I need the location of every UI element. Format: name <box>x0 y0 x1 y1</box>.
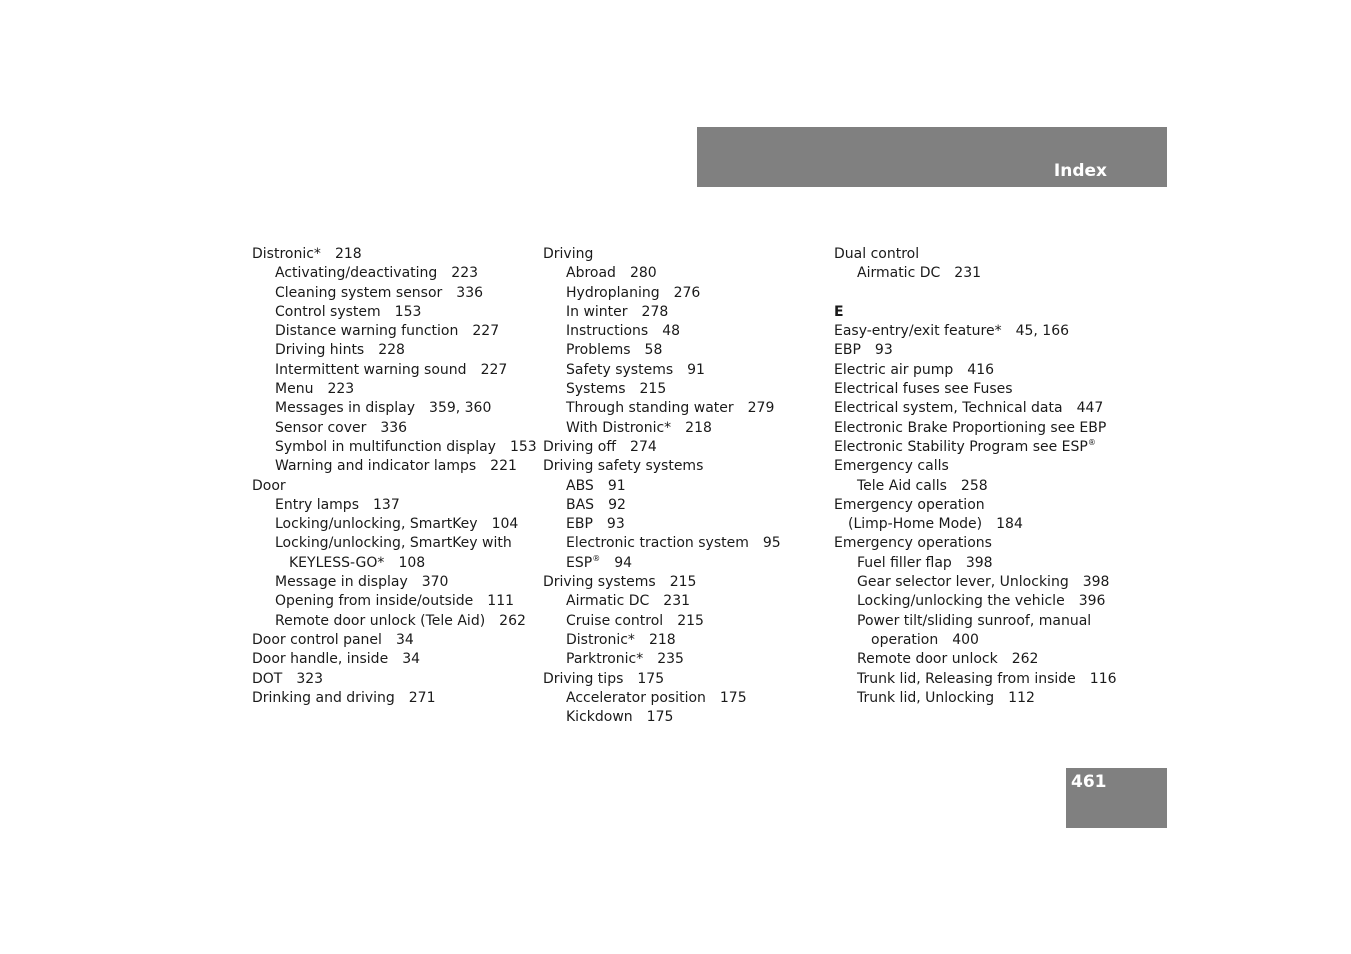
entry-term: Activating/deactivating <box>275 265 438 282</box>
index-entry <box>543 612 833 631</box>
entry-page-ref[interactable]: 231 <box>954 265 982 282</box>
entry-page-ref[interactable]: 94 <box>614 554 633 571</box>
entry-page-ref[interactable]: 218 <box>648 631 676 648</box>
index-entry <box>543 708 833 727</box>
entry-page-ref[interactable]: 91 <box>687 361 705 378</box>
entry-page-ref[interactable]: 111 <box>487 593 515 610</box>
entry-page-ref[interactable]: 274 <box>630 438 657 455</box>
index-entry <box>834 419 1124 438</box>
index-entry <box>543 438 833 457</box>
entry-page-ref[interactable]: 91 <box>607 477 626 494</box>
registered-mark: ® <box>592 553 601 563</box>
entry-term: E <box>834 303 844 320</box>
entry-term: KEYLESS-GO* <box>289 554 385 571</box>
entry-term: Electrical system, Technical data <box>834 400 1063 417</box>
index-entry <box>834 689 1124 708</box>
entry-page-ref[interactable]: 323 <box>296 670 324 687</box>
entry-term: Hydroplaning <box>566 284 660 301</box>
entry-page-ref[interactable]: 280 <box>629 265 657 282</box>
entry-term: Menu <box>275 381 314 398</box>
index-entry <box>834 670 1124 689</box>
entry-term: Abroad <box>566 265 616 282</box>
index-entry <box>252 361 542 380</box>
index-entry <box>252 515 542 534</box>
entry-page-ref[interactable]: 416 <box>967 361 995 378</box>
entry-term: Cruise control <box>566 612 664 629</box>
index-entry <box>834 573 1124 592</box>
index-entry <box>543 264 833 283</box>
index-entry <box>834 438 1124 457</box>
entry-term: Driving safety systems <box>543 458 704 475</box>
entry-page-ref[interactable]: 112 <box>1008 689 1035 706</box>
index-entry <box>252 554 542 573</box>
index-entry <box>834 515 1124 534</box>
index-entry <box>252 380 542 399</box>
index-entry <box>252 322 542 341</box>
entry-page-ref[interactable]: 215 <box>639 381 667 398</box>
index-entry <box>252 689 542 708</box>
entry-term: Electrical fuses see Fuses <box>834 381 1013 398</box>
entry-term: Dual control <box>834 246 920 262</box>
index-entry <box>252 419 542 438</box>
entry-term: Emergency calls <box>834 458 949 475</box>
entry-term: EBP <box>566 516 593 533</box>
page-number-box <box>1066 768 1167 828</box>
index-entry <box>834 554 1124 573</box>
entry-term: Distronic* <box>566 631 635 648</box>
entry-term: Entry lamps <box>275 496 359 513</box>
entry-term: Emergency operation <box>834 496 985 513</box>
entry-term: Driving hints <box>275 342 365 359</box>
index-entry <box>252 245 542 264</box>
entry-page-ref[interactable]: 215 <box>677 612 704 629</box>
index-entry <box>543 284 833 303</box>
entry-term: Drinking and driving <box>252 689 395 706</box>
entry-page-ref[interactable]: 231 <box>663 593 691 610</box>
entry-page-ref[interactable]: 400 <box>952 631 979 648</box>
entry-term: Door <box>252 477 286 494</box>
entry-page-ref[interactable]: 48 <box>662 323 681 340</box>
entry-page-ref[interactable]: 215 <box>669 574 697 591</box>
section-gap <box>834 284 1124 303</box>
entry-term: Electronic traction system <box>566 535 749 552</box>
entry-page-ref[interactable]: 227 <box>480 361 508 378</box>
entry-term: (Limp-Home Mode) <box>848 516 983 533</box>
entry-term: EBP <box>834 342 861 359</box>
index-entry <box>834 380 1124 399</box>
entry-term: Locking/unlocking, SmartKey <box>275 516 478 533</box>
entry-term: Messages in display <box>275 400 416 417</box>
entry-page-ref[interactable]: 262 <box>1011 651 1039 668</box>
index-entry <box>543 496 833 515</box>
index-column-1 <box>252 245 542 708</box>
entry-term: Easy-entry/exit feature* <box>834 323 1002 340</box>
entry-page-ref[interactable]: 108 <box>398 554 426 571</box>
index-entry <box>834 612 1124 631</box>
entry-page-ref[interactable]: 398 <box>965 554 993 571</box>
entry-term: Opening from inside/outside <box>275 593 474 610</box>
entry-term: ABS <box>566 477 594 494</box>
index-entry <box>834 361 1124 380</box>
entry-term: Emergency operations <box>834 535 992 552</box>
entry-term: Instructions <box>566 323 649 340</box>
index-entry <box>543 573 833 592</box>
entry-term: Gear selector lever, Unlocking <box>857 574 1069 591</box>
entry-page-ref[interactable]: 279 <box>747 400 775 417</box>
entry-term: DOT <box>252 670 283 687</box>
page-title: Index <box>1053 161 1107 181</box>
index-entry <box>252 631 542 650</box>
index-entry <box>543 303 833 322</box>
entry-page-ref[interactable]: 271 <box>408 689 436 706</box>
entry-page-ref[interactable]: 235 <box>657 651 684 668</box>
entry-term: Remote door unlock (Tele Aid) <box>275 612 486 629</box>
entry-term: Safety systems <box>566 361 674 378</box>
entry-page-ref[interactable]: 93 <box>874 342 893 359</box>
entry-term: Through standing water <box>566 400 734 417</box>
index-entry <box>834 341 1124 360</box>
index-entry <box>543 457 833 476</box>
entry-term: Airmatic DC <box>857 265 941 282</box>
index-entry <box>834 245 1124 264</box>
entry-term: Kickdown <box>566 709 633 726</box>
entry-page-ref[interactable]: 262 <box>499 612 526 629</box>
header-bar <box>697 127 1167 187</box>
entry-term: Locking/unlocking the vehicle <box>857 593 1065 610</box>
entry-page-ref[interactable]: 398 <box>1082 574 1110 591</box>
index-entry <box>543 592 833 611</box>
entry-page-ref[interactable]: 184 <box>996 516 1023 533</box>
index-entry <box>252 457 542 476</box>
index-entry <box>252 438 542 457</box>
entry-page-ref[interactable]: 218 <box>334 246 362 262</box>
index-column-3 <box>834 245 1124 708</box>
entry-term: Electric air pump <box>834 361 954 378</box>
entry-term: Airmatic DC <box>566 593 650 610</box>
index-entry <box>543 534 833 553</box>
index-entry <box>543 245 833 264</box>
entry-term: Fuel filler flap <box>857 554 952 571</box>
entry-page-ref[interactable]: 278 <box>641 303 669 320</box>
index-entry <box>543 515 833 534</box>
index-entry <box>834 399 1124 418</box>
entry-term: Symbol in multifunction display <box>275 438 496 455</box>
entry-term: operation <box>871 631 939 648</box>
entry-term: Trunk lid, Releasing from inside <box>857 670 1076 687</box>
index-entry <box>252 592 542 611</box>
entry-page-ref[interactable]: 92 <box>608 496 626 513</box>
index-entry <box>543 322 833 341</box>
entry-page-ref[interactable]: 34 <box>395 631 414 648</box>
entry-term: Trunk lid, Unlocking <box>857 689 995 706</box>
entry-term: Problems <box>566 342 631 359</box>
index-entry <box>252 650 542 669</box>
entry-page-ref[interactable]: 175 <box>637 670 665 687</box>
entry-term: Driving <box>543 246 594 262</box>
entry-page-ref[interactable]: 258 <box>960 477 988 494</box>
entry-term: Accelerator position <box>566 689 706 706</box>
index-entry <box>543 341 833 360</box>
index-entry <box>834 631 1124 650</box>
index-entry <box>252 341 542 360</box>
entry-term: Distance warning function <box>275 323 459 340</box>
index-entry <box>543 650 833 669</box>
entry-term: Door control panel <box>252 631 382 648</box>
entry-page-ref[interactable]: 336 <box>456 284 484 301</box>
entry-term: Power tilt/sliding sunroof, manual <box>857 612 1092 629</box>
entry-page-ref[interactable]: 104 <box>491 516 519 533</box>
entry-page-ref[interactable]: 276 <box>673 284 701 301</box>
index-entry <box>252 670 542 689</box>
entry-page-ref[interactable]: 175 <box>719 689 747 706</box>
entry-term: Parktronic* <box>566 651 644 668</box>
index-entry <box>834 457 1124 476</box>
entry-term: In winter <box>566 303 628 320</box>
entry-page-ref[interactable]: 218 <box>685 419 712 436</box>
entry-term: ESP <box>566 554 593 571</box>
entry-page-ref[interactable]: 336 <box>380 419 408 436</box>
index-entry <box>252 399 542 418</box>
entry-page-ref[interactable]: 116 <box>1089 670 1117 687</box>
entry-term: Door handle, inside <box>252 651 389 668</box>
index-entry <box>543 380 833 399</box>
entry-term: Driving systems <box>543 574 656 591</box>
registered-mark: ® <box>1087 437 1096 447</box>
entry-term: Driving off <box>543 438 617 455</box>
index-entry <box>834 477 1124 496</box>
entry-term: Message in display <box>275 574 408 591</box>
entry-term: BAS <box>566 496 595 513</box>
index-entry <box>252 303 542 322</box>
entry-term: Intermittent warning sound <box>275 361 467 378</box>
entry-page-ref[interactable]: 227 <box>472 323 500 340</box>
entry-page-ref[interactable]: 153 <box>394 303 422 320</box>
entry-page-ref[interactable]: 223 <box>327 381 355 398</box>
index-entry <box>252 284 542 303</box>
index-entry <box>252 612 542 631</box>
index-entry <box>543 554 833 573</box>
index-entry <box>252 496 542 515</box>
index-entry <box>252 264 542 283</box>
index-entry <box>252 477 542 496</box>
entry-term: Sensor cover <box>275 419 367 436</box>
section-letter <box>834 303 1124 322</box>
index-entry <box>834 322 1124 341</box>
entry-page-ref[interactable]: 137 <box>373 496 400 513</box>
entry-page-ref[interactable]: 93 <box>606 516 625 533</box>
index-entry <box>834 650 1124 669</box>
entry-page-ref[interactable]: 223 <box>451 265 479 282</box>
entry-term: Electronic Stability Program see ESP <box>834 438 1088 455</box>
entry-term: Cleaning system sensor <box>275 284 443 301</box>
index-entry <box>543 419 833 438</box>
index-entry <box>834 592 1124 611</box>
entry-term: Control system <box>275 303 381 320</box>
index-entry <box>543 399 833 418</box>
entry-term: Warning and indicator lamps <box>275 458 477 475</box>
entry-term: Remote door unlock <box>857 651 998 668</box>
index-entry <box>834 264 1124 283</box>
index-entry <box>543 689 833 708</box>
entry-page-ref[interactable]: 58 <box>644 342 663 359</box>
page-number: 461 <box>1071 772 1107 792</box>
entry-page-ref[interactable]: 221 <box>490 458 517 475</box>
entry-term: Distronic* <box>252 246 321 262</box>
index-entry <box>543 670 833 689</box>
entry-term: Systems <box>566 381 626 398</box>
index-entry <box>543 631 833 650</box>
entry-term: Tele Aid calls <box>857 477 947 494</box>
entry-page-ref[interactable]: 45, 166 <box>1015 323 1070 340</box>
index-entry <box>252 573 542 592</box>
index-entry <box>834 534 1124 553</box>
entry-page-ref[interactable]: 153 <box>509 438 537 455</box>
entry-term: Locking/unlocking, SmartKey with <box>275 535 512 552</box>
entry-term: Driving tips <box>543 670 624 687</box>
entry-term: Electronic Brake Proportioning see EBP <box>834 419 1107 436</box>
entry-page-ref[interactable]: 447 <box>1076 400 1104 417</box>
entry-page-ref[interactable]: 175 <box>646 709 674 726</box>
entry-term: With Distronic* <box>566 419 672 436</box>
index-column-2 <box>543 245 833 727</box>
index-entry <box>543 477 833 496</box>
entry-page-ref[interactable]: 34 <box>402 651 421 668</box>
entry-page-ref[interactable]: 359, 360 <box>429 400 492 417</box>
index-entry <box>543 361 833 380</box>
index-entry <box>252 534 542 553</box>
entry-page-ref[interactable]: 396 <box>1078 593 1106 610</box>
entry-page-ref[interactable]: 95 <box>762 535 781 552</box>
entry-page-ref[interactable]: 370 <box>421 574 449 591</box>
entry-page-ref[interactable]: 228 <box>378 342 405 359</box>
index-entry <box>834 496 1124 515</box>
